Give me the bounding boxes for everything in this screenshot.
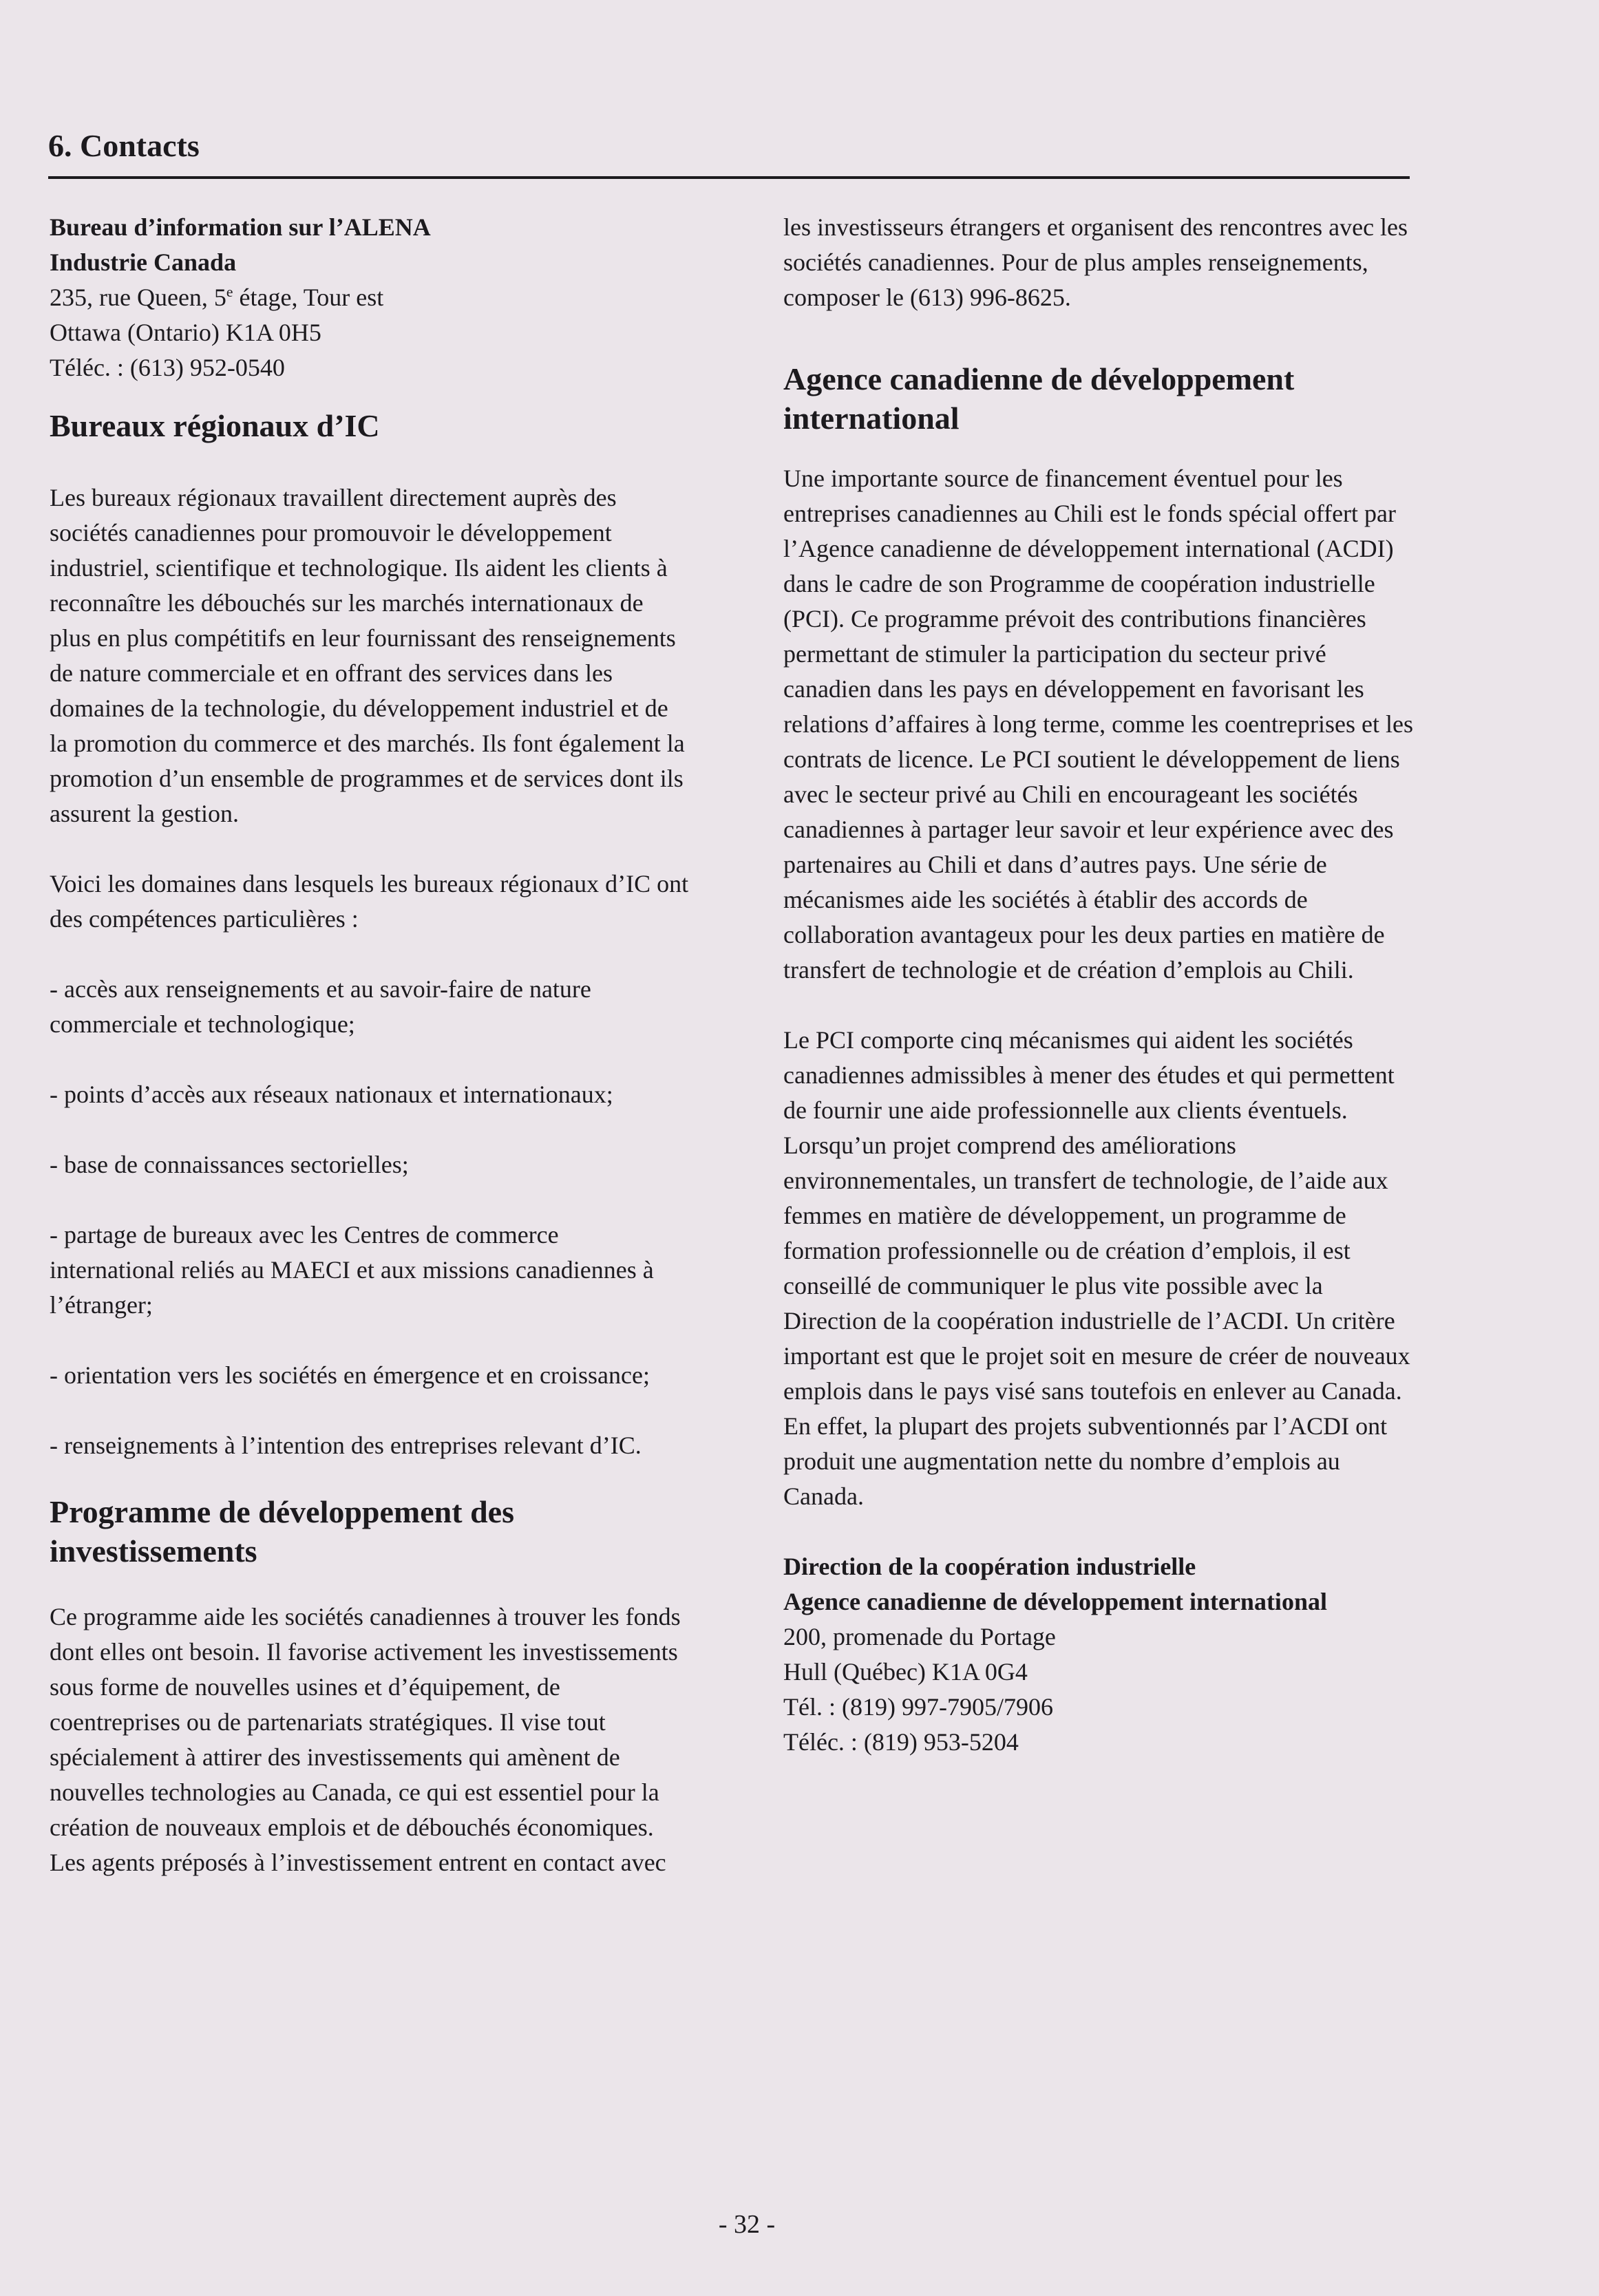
address-fax: Téléc. : (819) 953-5204	[783, 1728, 1019, 1756]
list-item: - partage de bureaux avec les Centres de commerce international reliés au MAECI et aux missions canadiennes à l’étranger;	[50, 1221, 654, 1319]
list-item: - renseignements à l’intention des entreprises relevant d’IC.	[50, 1432, 642, 1459]
list-item: - accès aux renseignements et au savoir-faire de nature commerciale et technologique;	[50, 975, 591, 1038]
address-line: Ottawa (Ontario) K1A 0H5	[50, 319, 321, 346]
nafta-address-block	[50, 210, 690, 385]
page-number: - 32 -	[718, 2210, 776, 2239]
paragraph-continuation: les investisseurs étrangers et organisent des rencontres avec les sociétés canadiennes. Pour de plus amples renseignements, composer le (613) 996-8625.	[783, 213, 1408, 311]
paragraph: Voici les domaines dans lesquels les bureaux régionaux d’IC ont des compétences particulières :	[50, 870, 689, 933]
address-street: 235, rue Queen, 5e étage, Tour est	[50, 284, 384, 311]
paragraph: Le PCI comporte cinq mécanismes qui aident les sociétés canadiennes admissibles à mener des études et qui permettent de fournir une aide professionnelle aux clients éventuels. Lorsqu’un projet comprend des améliorations environnementales, un transfert de technologie, de l’aide aux femmes en matière de développement, un programme de formation professionnelle ou de création d’emplois, il est conseillé de communiquer le plus vite possible avec la Direction de la coopération industrielle de l’ACDI. Un critère important est que le projet soit en mesure de créer de nouveaux emplois dans le pays visé sans toutefois en enlever au Canada. En effet, la plupart des projets subventionnés par l’ACDI ont produit une augmentation nette du nombre d’emplois au Canada.	[783, 1026, 1410, 1510]
right-column	[783, 210, 1417, 1760]
left-column	[50, 210, 690, 1880]
section-header: 6. Contacts	[48, 128, 200, 163]
address-street: 200, promenade du Portage	[783, 1623, 1056, 1650]
paragraph: Une importante source de financement éventuel pour les entreprises canadiennes au Chili est le fonds spécial offert par l’Agence canadienne de développement international (ACDI) dans le cadre de son Programme de coopération industrielle (PCI). Ce programme prévoit des contributions financières permettant de stimuler la participation du secteur privé canadien dans les pays en développement en favorisant les relations d’affaires à long terme, comme les coentreprises et les contrats de licence. Le PCI soutient le développement de liens avec le secteur privé au Chili en encourageant les sociétés canadiennes à partager leur savoir et leur expérience avec des partenaires au Chili et dans d’autres pays. Une série de mécanismes aide les sociétés à établir des accords de collaboration avantageux pour les deux parties en matière de transfert de technologie et de création d’emplois au Chili.	[783, 465, 1413, 984]
heading-cida: Agence canadienne de développement international	[783, 361, 1295, 436]
paragraph: Ce programme aide les sociétés canadiennes à trouver les fonds dont elles ont besoin. Il favorise activement les investissements sous forme de nouvelles usines et d’équipement, de coentreprises ou de partenariats stratégiques. Il vise tout spécialement à attirer des investissements qui amènent de nouvelles technologies au Canada, ce qui est essentiel pour la création de nouveaux emplois et de débouchés économiques. Les agents préposés à l’investissement entrent en contact avec	[50, 1603, 681, 1876]
address-fax: Téléc. : (613) 952-0540	[50, 354, 285, 381]
header-rule	[48, 176, 1410, 179]
list-item: - orientation vers les sociétés en émergence et en croissance;	[50, 1361, 650, 1389]
heading-regional-offices: Bureaux régionaux d’IC	[50, 408, 380, 443]
address-line: Hull (Québec) K1A 0G4	[783, 1658, 1028, 1686]
address-org-line: Direction de la coopération industrielle	[783, 1553, 1196, 1580]
cida-address-block	[783, 1549, 1417, 1760]
list-item: - points d’accès aux réseaux nationaux et internationaux;	[50, 1081, 613, 1108]
paragraph: Les bureaux régionaux travaillent directement auprès des sociétés canadiennes pour promouvoir le développement industriel, scientifique et technologique. Ils aident les clients à reconnaître les débouchés sur les marchés internationaux de plus en plus compétitifs en leur fournissant des renseignements de nature commerciale et en offrant des services dans les domaines de la technologie, du développement industriel et de la promotion du commerce et des marchés. Ils font également la promotion d’un ensemble de programmes et de services dont ils assurent la gestion.	[50, 484, 685, 827]
address-org-line: Bureau d’information sur l’ALENA	[50, 213, 431, 241]
address-phone: Tél. : (819) 997-7905/7906	[783, 1693, 1053, 1721]
address-org-line: Industrie Canada	[50, 248, 237, 276]
list-item: - base de connaissances sectorielles;	[50, 1151, 409, 1178]
heading-investment-program: Programme de développement des investissements	[50, 1494, 514, 1569]
address-org-line: Agence canadienne de développement international	[783, 1588, 1327, 1615]
